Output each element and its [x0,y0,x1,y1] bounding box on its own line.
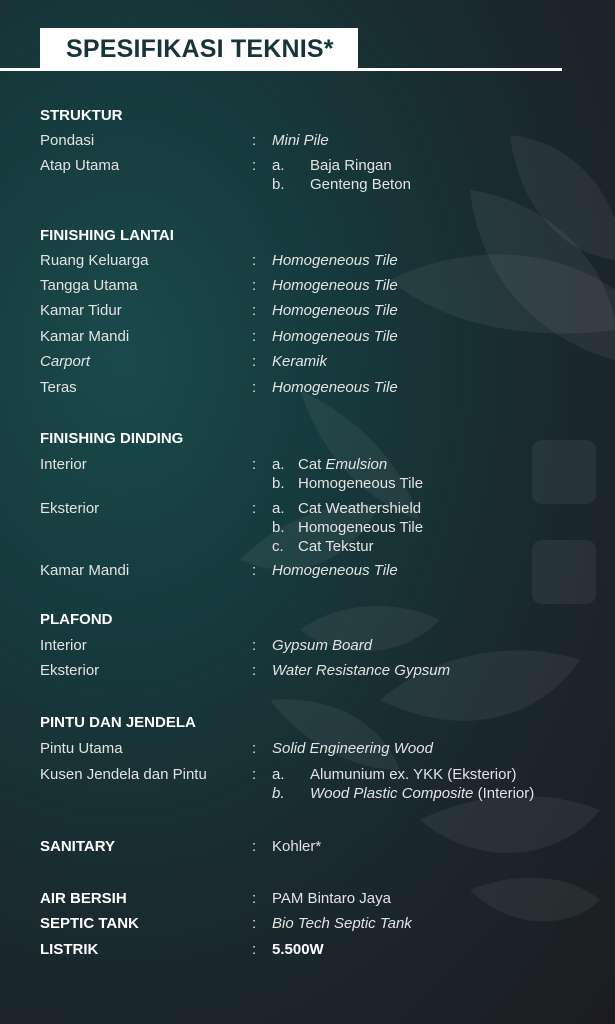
colon: : [252,132,257,149]
sub-value: Genteng Beton [310,176,411,193]
heading-text: STRUKTUR [40,107,123,124]
sub-marker: a. [272,157,285,174]
spec-value: Homogeneous Tile [272,252,398,269]
section-heading-plafond [40,610,595,629]
sub-item-a [272,455,387,474]
sub-value: Cat Weathershield [298,500,422,517]
spec-value: Homogeneous Tile [272,379,398,396]
spec-label: SANITARY [40,838,115,855]
section-heading-struktur [40,106,595,125]
spec-label: LISTRIK [40,941,99,958]
spec-label: Carport [40,353,91,370]
spec-value: Homogeneous Tile [272,328,398,345]
heading-text: PLAFOND [40,611,113,628]
sub-value: Alumunium ex. YKK (Eksterior) [310,766,517,783]
spec-label: Interior [40,637,87,654]
spec-value: Homogeneous Tile [272,562,398,579]
colon: : [252,277,257,294]
spec-row-dinding-interior [40,455,595,495]
colon: : [252,456,257,473]
sub-marker: a. [272,456,285,473]
sub-item-b [272,518,423,537]
sub-item-a [272,156,392,175]
spec-label: Kamar Tidur [40,302,122,319]
heading-text: FINISHING LANTAI [40,227,174,244]
sub-value: Cat Tekstur [298,538,374,555]
sub-value-italic: Wood Plastic Composite [310,785,474,802]
colon: : [252,353,257,370]
colon: : [252,562,257,579]
sub-marker: b. [272,785,285,802]
sub-marker: b. [272,176,285,193]
spec-label: Kamar Mandi [40,328,130,345]
spec-label: Eksterior [40,662,100,679]
colon: : [252,302,257,319]
spec-row-dinding-eksterior [40,499,595,559]
section-heading-pintu [40,713,595,732]
spec-label: Interior [40,456,87,473]
spec-value: Gypsum Board [272,637,373,654]
heading-text: PINTU DAN JENDELA [40,714,196,731]
colon: : [252,890,257,907]
spec-label: Teras [40,379,77,396]
colon: : [252,637,257,654]
colon: : [252,500,257,517]
spec-label: Atap Utama [40,157,120,174]
spec-value: Solid Engineering Wood [272,740,433,757]
spec-label: Tangga Utama [40,277,138,294]
sub-marker: b. [272,475,285,492]
heading-text: FINISHING DINDING [40,430,184,447]
spec-label: SEPTIC TANK [40,915,139,932]
spec-value: Water Resistance Gypsum [272,662,451,679]
sub-value: (Interior) [473,785,535,802]
sub-value: Cat [298,456,322,473]
colon: : [252,941,257,958]
colon: : [252,838,257,855]
sub-marker: a. [272,500,285,517]
sub-item-c [272,537,374,556]
section-heading-dinding [40,429,595,448]
spec-label: Ruang Keluarga [40,252,149,269]
sub-marker: b. [272,519,285,536]
spec-value: Homogeneous Tile [272,277,398,294]
sub-item-b [272,175,411,194]
spec-value: PAM Bintaro Jaya [272,890,391,907]
sub-item-b [272,784,534,803]
sub-value-italic: Emulsion [325,456,388,473]
spec-label: Kamar Mandi [40,562,130,579]
spec-row-kusen [40,765,595,805]
page-title: SPESIFIKASI TEKNIS* [66,34,334,63]
colon: : [252,252,257,269]
spec-value: Keramik [272,353,328,370]
title-banner [40,28,358,70]
spec-value: 5.500W [272,941,324,958]
spec-label: Kusen Jendela dan Pintu [40,766,207,783]
colon: : [252,328,257,345]
spec-value: Kohler* [272,838,322,855]
colon: : [252,915,257,932]
sub-marker: c. [272,538,284,555]
sub-value: Baja Ringan [310,157,392,174]
spec-label: AIR BERSIH [40,890,127,907]
colon: : [252,379,257,396]
spec-label: Pintu Utama [40,740,123,757]
spec-value: Homogeneous Tile [272,302,398,319]
sub-marker: a. [272,766,285,783]
sub-value: Homogeneous Tile [298,519,424,536]
sub-item-a [272,765,516,784]
colon: : [252,157,257,174]
spec-row-atap [40,156,595,196]
colon: : [252,662,257,679]
sub-item-a [272,499,421,518]
sub-item-b [272,474,423,493]
sub-value: Homogeneous Tile [298,475,424,492]
colon: : [252,740,257,757]
spec-label: Pondasi [40,132,95,149]
colon: : [252,766,257,783]
spec-label: Eksterior [40,500,100,517]
section-heading-lantai [40,226,595,245]
spec-value: Mini Pile [272,132,329,149]
spec-value: Bio Tech Septic Tank [272,915,412,932]
